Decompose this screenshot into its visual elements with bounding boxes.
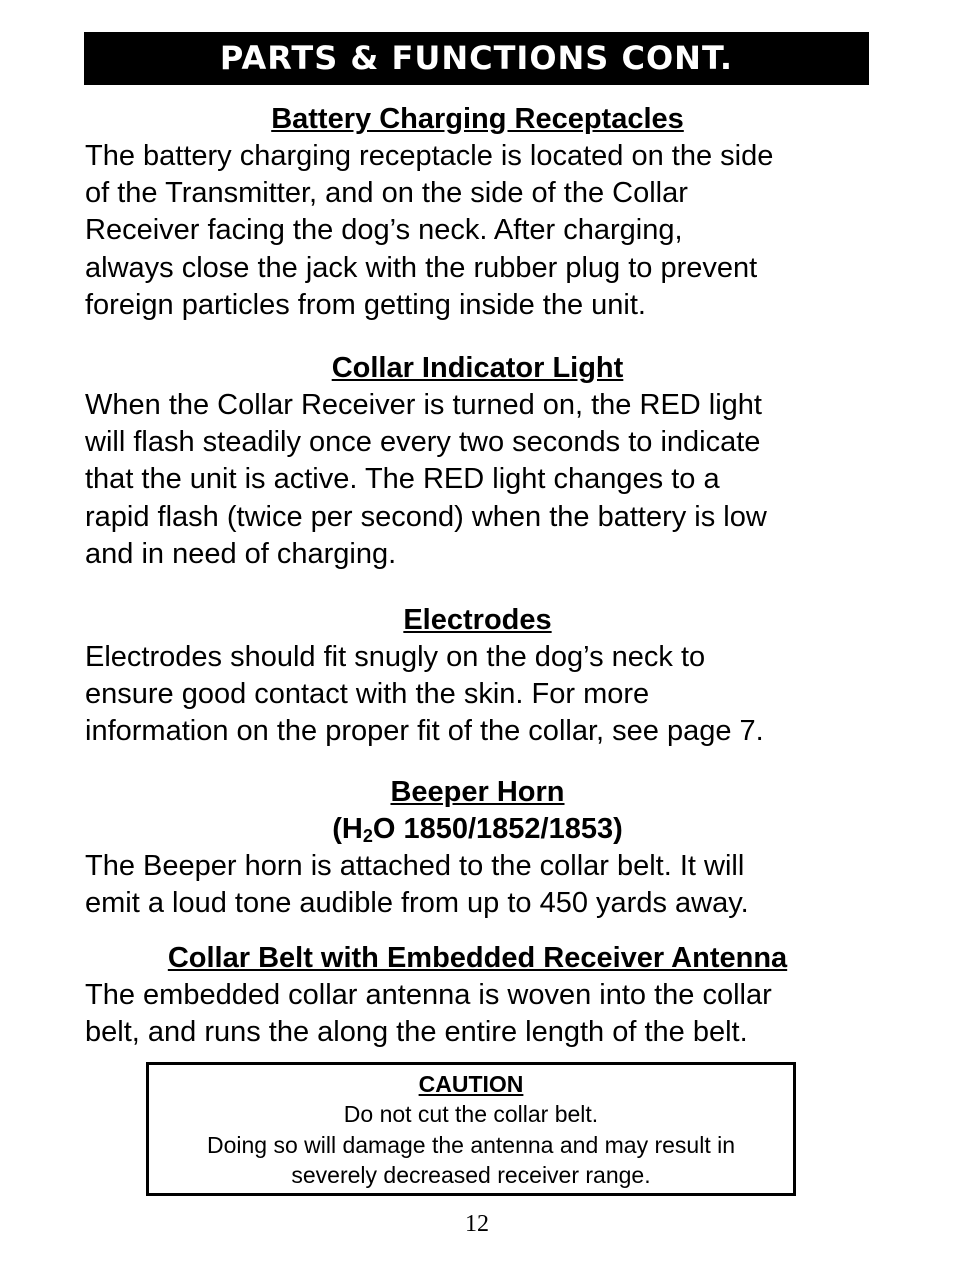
section-collar-belt-antenna (85, 940, 870, 1051)
paragraph-line: The battery charging receptacle is located on the side (85, 140, 774, 172)
paragraph-line: and in need of charging. (85, 537, 397, 570)
paragraph-line: Receiver facing the dog’s neck. After charging, (85, 214, 683, 247)
paragraph-line: When the Collar Receiver is turned on, the RED light (85, 389, 762, 421)
section-electrodes (85, 602, 870, 751)
section-heading: Beeper Horn (390, 776, 565, 808)
section-collar-indicator-light (85, 350, 870, 573)
section-heading: Battery Charging Receptacles (271, 103, 684, 135)
paragraph-line: rapid flash (twice per second) when the battery is low (85, 500, 767, 533)
paragraph-line: of the Transmitter, and on the side of the Collar (85, 177, 688, 210)
caution-line: severely decreased receiver range. (291, 1162, 651, 1188)
paragraph-line: that the unit is active. The RED light changes to a (85, 463, 720, 496)
paragraph-line: emit a loud tone audible from up to 450 yards away. (85, 887, 749, 920)
section-heading: Electrodes (403, 604, 552, 636)
paragraph-line: The Beeper horn is attached to the collar belt. It will (85, 850, 745, 882)
model-subheading: ($H_2O$ 1850/1852/1853) (332, 813, 623, 846)
paragraph-line: ensure good contact with the skin. For more (85, 678, 650, 711)
caution-line: Doing so will damage the antenna and may result in (206, 1131, 736, 1158)
paragraph-line: always close the jack with the rubber plug to prevent (85, 251, 758, 284)
paragraph-line: will flash steadily once every two seconds to indicate (85, 426, 761, 459)
section-heading: Collar Indicator Light (331, 352, 624, 384)
section-heading: Collar Belt with Embedded Receiver Antenna (167, 942, 788, 974)
page-title-banner: PARTS & FUNCTIONS CONT. (84, 32, 869, 85)
section-battery-charging (85, 101, 870, 324)
paragraph-line: foreign particles from getting inside the unit. (85, 288, 646, 321)
paragraph-line: belt, and runs the along the entire length of the belt. (85, 1016, 748, 1049)
page-number: 12 (465, 1211, 489, 1237)
caution-line: Do not cut the collar belt. (343, 1101, 599, 1127)
paragraph-line: Electrodes should fit snugly on the dog’s neck to (85, 641, 706, 673)
caution-title: CAUTION (418, 1071, 524, 1097)
section-beeper-horn (85, 774, 870, 922)
paragraph-line: The embedded collar antenna is woven into the collar (85, 979, 772, 1011)
caution-box (146, 1062, 796, 1196)
paragraph-line: information on the proper fit of the collar, see page 7. (85, 715, 764, 748)
